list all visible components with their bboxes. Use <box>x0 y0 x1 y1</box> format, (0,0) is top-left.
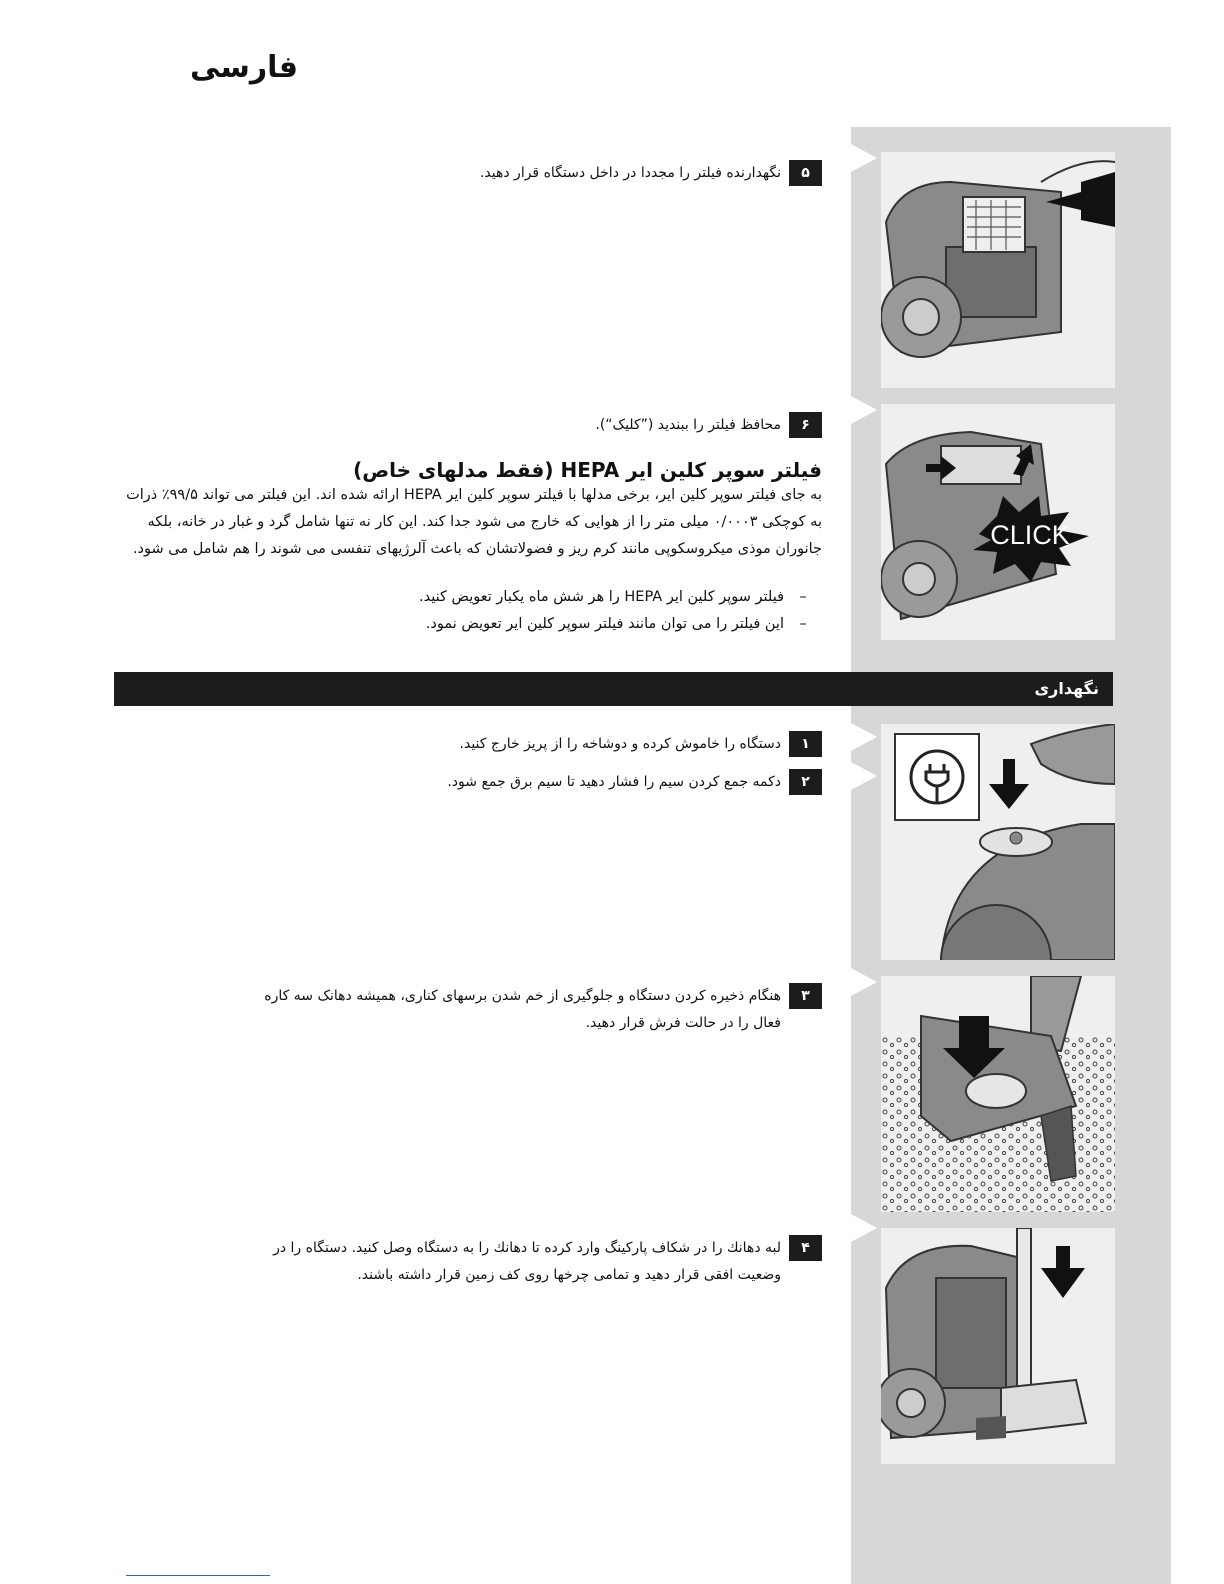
pointer-storage-3 <box>851 968 877 996</box>
step-6 <box>595 412 822 439</box>
pointer-step-5 <box>851 144 877 172</box>
hepa-bullet-list <box>419 584 822 638</box>
step-number-badge: ۱ <box>789 731 822 757</box>
bullet-text: این فیلتر را می توان مانند فیلتر سوپر کلین ایر تعویض نمود. <box>425 616 784 632</box>
illustration-filter-holder <box>881 152 1115 388</box>
step-5 <box>480 160 822 187</box>
step-text: محافظ فیلتر را ببندید (”کلیک“). <box>595 417 781 433</box>
step-text: دکمه جمع کردن سیم را فشار دهید تا سیم برق جمع شود. <box>447 774 781 790</box>
storage-step-3 <box>264 983 822 1037</box>
pointer-storage-1 <box>851 723 877 751</box>
illustration-filter-cover-click <box>881 404 1115 640</box>
step-number-badge: ۲ <box>789 769 822 795</box>
pointer-storage-4 <box>851 1214 877 1242</box>
storage-section-title: نگهداری <box>114 672 1113 706</box>
step-text-line-2: وضعیت افقی قرار دهید و تمامی چرخها روی کف زمین قرار داشته باشند. <box>357 1267 781 1283</box>
illustration-unplug-cord <box>881 724 1115 960</box>
page-language-title: فارسی <box>190 50 299 85</box>
step-number-badge: ۴ <box>789 1235 822 1261</box>
storage-step-2 <box>447 769 822 796</box>
footer-divider <box>126 1575 270 1576</box>
list-item <box>419 611 822 638</box>
step-number-badge: ۵ <box>789 160 822 186</box>
illustration-nozzle-carpet-mode <box>881 976 1115 1212</box>
pointer-step-6 <box>851 396 877 424</box>
click-label: CLICK <box>990 520 1070 550</box>
list-item <box>419 584 822 611</box>
step-number-badge: ۶ <box>789 412 822 438</box>
step-text-line-2: فعال را در حالت فرش قرار دهید. <box>585 1015 781 1031</box>
pointer-storage-2 <box>851 762 877 790</box>
bullet-dash: – <box>799 589 807 605</box>
bullet-text: فیلتر سوپر کلین ایر HEPA را هر شش ماه یکبار تعویض کنید. <box>419 589 784 605</box>
illustration-parking-position <box>881 1228 1115 1464</box>
hepa-description: به جای فیلتر سوپر کلین ایر، برخی مدلها با فیلتر سوپر کلین ایر HEPA ارائه شده اند. این فیلتر می تواند ۹۹/۵٪ ذرات به کوچکی ۰/۰۰۰۳ میلی متر را از هوایی که خارج می شود جدا کند. این کار نه تنها شامل گرد و غبار در خانه، بلکه جانوران موذی میکروسکوپی مانند کرم ریز و فضولاتشان که باعث آلرژیهای تنفسی می شوند را هم شامل می شود. <box>126 487 822 557</box>
step-text-line-1: لبه دهانك را در شکاف پارکینگ وارد کرده تا دهانك را به دستگاه وصل کنید. دستگاه را در <box>273 1240 781 1256</box>
storage-step-4 <box>273 1235 822 1289</box>
step-number-badge: ۳ <box>789 983 822 1009</box>
storage-step-1 <box>460 731 822 758</box>
hepa-section-heading: فیلتر سوپر کلین ایر HEPA (فقط مدلهای خاص) <box>353 458 822 482</box>
bullet-dash: – <box>799 616 807 632</box>
step-text-line-1: هنگام ذخیره کردن دستگاه و جلوگیری از خم شدن برسهای کناری، همیشه دهانک سه کاره <box>264 988 781 1004</box>
step-text: دستگاه را خاموش کرده و دوشاخه را از پریز خارج کنید. <box>459 736 781 752</box>
step-text: نگهدارنده فیلتر را مجددا در داخل دستگاه قرار دهید. <box>479 165 781 181</box>
